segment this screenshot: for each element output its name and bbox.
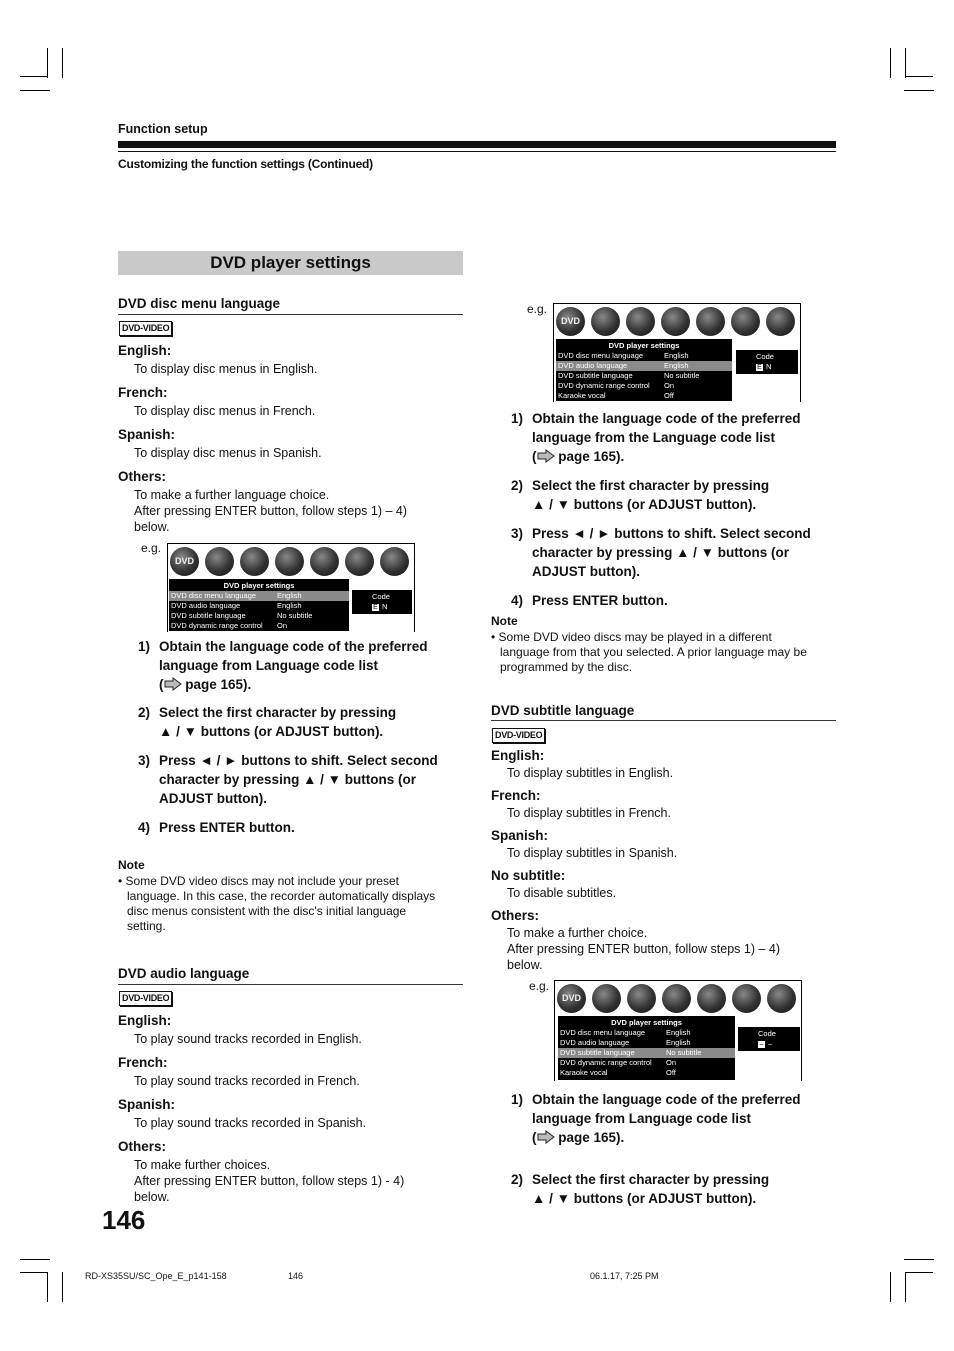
page-ref-icon (537, 1130, 555, 1144)
audio-heading: DVD audio language (118, 966, 250, 981)
window-icon (627, 984, 656, 1013)
crop-mark (905, 1272, 906, 1302)
note-heading: Note (118, 858, 145, 872)
dvd-video-badge: DVD-VIDEO (119, 321, 172, 336)
dvd-video-badge: DVD-VIDEO (119, 991, 172, 1006)
footer-page: 146 (288, 1271, 304, 1281)
screen-example (553, 303, 801, 402)
menu-title: DVD player settings (611, 1018, 682, 1027)
menu-row: DVD disc menu language English (558, 351, 689, 360)
step: 4) Press ENTER button. (511, 593, 668, 608)
option-label: English: (118, 1013, 172, 1028)
crop-mark (20, 1272, 48, 1273)
speaker-icon (592, 984, 621, 1013)
disc-tray-icon (767, 984, 796, 1013)
menu-row: DVD dynamic range control On (558, 381, 675, 390)
dvd-icon: DVD (556, 307, 585, 336)
note-heading: Note (491, 614, 518, 628)
option-label: Others: (491, 908, 540, 923)
menu-title: DVD player settings (608, 341, 680, 350)
menu-row: DVD audio language English (560, 1038, 691, 1047)
page-ref-icon (164, 677, 182, 691)
satellite-icon (697, 984, 726, 1013)
menu-row: Karaoke vocal Off (560, 1068, 676, 1077)
option-label: Others: (118, 1139, 167, 1154)
header-rule (118, 151, 836, 152)
disc-tray-icon (380, 547, 409, 576)
step: 4) Press ENTER button. (138, 820, 295, 835)
note-body: • Some DVD video discs may be played in a different language from that you selected. A prior language may be programmed by the disc. (491, 630, 807, 674)
step: 3) Press ◄ / ► buttons to shift. Select second character by pressing ▲ / ▼ buttons (or ADJUST button). (511, 526, 811, 579)
option-desc: To play sound tracks recorded in English. (134, 1032, 362, 1046)
crop-mark (47, 1272, 48, 1302)
page-ref-icon (537, 449, 555, 463)
header-rule (118, 141, 836, 148)
step: 2) Select the first character by pressing ▲ / ▼ buttons (or ADJUST button). (511, 478, 770, 512)
option-label: No subtitle: (491, 868, 566, 883)
option-desc: below. (134, 520, 170, 534)
step: 1) Obtain the language code of the preferred language from Language code list ( page 165). (511, 1092, 801, 1145)
section-title: DVD player settings (210, 253, 371, 272)
menu-row: DVD disc menu language English (560, 1028, 691, 1037)
crop-mark (20, 1259, 50, 1260)
crop-mark (47, 48, 48, 78)
menu-row: DVD audio language English (556, 361, 732, 371)
option-desc: To disable subtitles. (507, 886, 617, 900)
option-label: English: (118, 343, 172, 358)
option-desc: below. (507, 958, 543, 972)
menu-row: DVD disc menu language English (169, 591, 349, 601)
code-box: Code E N (736, 350, 798, 374)
film-icon (661, 307, 690, 336)
menu-row: DVD subtitle language No subtitle (558, 1048, 735, 1058)
menu-row: DVD dynamic range control On (560, 1058, 677, 1067)
subtitle-heading: DVD subtitle language (491, 703, 635, 718)
crop-mark (20, 76, 48, 77)
speaker-icon (591, 307, 620, 336)
heading-rule (118, 984, 463, 985)
tools-icon (731, 307, 760, 336)
window-icon (626, 307, 655, 336)
menu-row: DVD subtitle language No subtitle (558, 371, 700, 380)
eg-label: e.g. (141, 541, 162, 555)
settings-menu (558, 1016, 735, 1080)
eg-label: e.g. (527, 302, 548, 316)
option-desc: To make a further language choice. (134, 488, 330, 502)
crop-mark (904, 1259, 934, 1260)
step: 2) Select the first character by pressing ▲ / ▼ buttons (or ADJUST button). (138, 705, 397, 739)
settings-menu (556, 339, 732, 401)
option-desc: To play sound tracks recorded in Spanish. (134, 1116, 367, 1130)
crop-mark (904, 90, 934, 91)
window-icon (240, 547, 269, 576)
crop-mark (905, 76, 933, 77)
crop-mark (62, 1272, 63, 1302)
option-desc: After pressing ENTER button, follow steps 1) – 4) (134, 504, 408, 518)
option-desc: To display subtitles in English. (507, 766, 674, 780)
speaker-icon (205, 547, 234, 576)
section-header: Function setup (118, 122, 208, 136)
step: 2) Select the first character by pressing ▲ / ▼ buttons (or ADJUST button). (511, 1172, 770, 1206)
screen-example (554, 980, 802, 1081)
option-desc: below. (134, 1190, 170, 1204)
disc-menu-heading: DVD disc menu language (118, 296, 281, 311)
menu-row: DVD audio language English (171, 601, 302, 610)
crop-mark (62, 48, 63, 78)
option-desc: After pressing ENTER button, follow steps 1) – 4) (507, 942, 781, 956)
option-label: French: (491, 788, 541, 803)
option-desc: To make a further choice. (507, 926, 648, 940)
footer-file: RD-XS35SU/SC_Ope_E_p141-158 (85, 1271, 227, 1281)
step: 3) Press ◄ / ► buttons to shift. Select second character by pressing ▲ / ▼ buttons (or ADJUST button). (138, 753, 438, 806)
option-desc: To display disc menus in French. (134, 404, 316, 418)
eg-label: e.g. (529, 979, 550, 993)
heading-rule (491, 720, 836, 721)
menu-row: DVD dynamic range control On (171, 621, 288, 630)
crop-mark (20, 90, 50, 91)
tools-icon (345, 547, 374, 576)
option-label: Others: (118, 469, 167, 484)
option-desc: To make further choices. (134, 1158, 271, 1172)
step: 1) Obtain the language code of the preferred language from Language code list ( page 165). (138, 639, 428, 692)
disc-tray-icon (766, 307, 795, 336)
film-icon (275, 547, 304, 576)
footer-date: 06.1.17, 7:25 PM (590, 1271, 659, 1281)
dvd-icon: DVD (170, 547, 199, 576)
code-box: Code E N (352, 590, 412, 614)
crop-mark (905, 48, 906, 78)
menu-row: Karaoke vocal Off (558, 391, 674, 400)
satellite-icon (696, 307, 725, 336)
screen-example (167, 543, 415, 632)
step: 1) Obtain the language code of the preferred language from the Language code list ( page 165). (511, 411, 801, 464)
satellite-icon (310, 547, 339, 576)
heading-rule (118, 314, 463, 315)
option-label: French: (118, 385, 168, 400)
option-desc: To display subtitles in Spanish. (507, 846, 678, 860)
menu-row: DVD subtitle language No subtitle (171, 611, 313, 620)
option-label: French: (118, 1055, 168, 1070)
page-subtitle: Customizing the function settings (Continued) (118, 157, 373, 171)
option-desc: To display disc menus in Spanish. (134, 446, 322, 460)
option-desc: After pressing ENTER button, follow steps 1) - 4) (134, 1174, 405, 1188)
settings-menu (169, 579, 349, 631)
tools-icon (732, 984, 761, 1013)
option-desc: To play sound tracks recorded in French. (134, 1074, 360, 1088)
crop-mark (890, 1272, 891, 1302)
option-label: Spanish: (491, 828, 549, 843)
option-label: Spanish: (118, 427, 176, 442)
option-desc: To display disc menus in English. (134, 362, 318, 376)
menu-title: DVD player settings (223, 581, 295, 590)
option-label: Spanish: (118, 1097, 176, 1112)
crop-mark (905, 1272, 933, 1273)
option-label: English: (491, 748, 545, 763)
dvd-icon: DVD (557, 984, 586, 1013)
page-number: 146 (102, 1205, 146, 1235)
film-icon (662, 984, 691, 1013)
code-box: Code – – (738, 1027, 800, 1051)
dvd-video-badge: DVD-VIDEO (492, 728, 545, 743)
crop-mark (890, 48, 891, 78)
option-desc: To display subtitles in French. (507, 806, 671, 820)
note-body: • Some DVD video discs may not include your preset language. In this case, the recorder automatically displays disc menus consistent with the disc's initial language setting. (118, 874, 436, 933)
